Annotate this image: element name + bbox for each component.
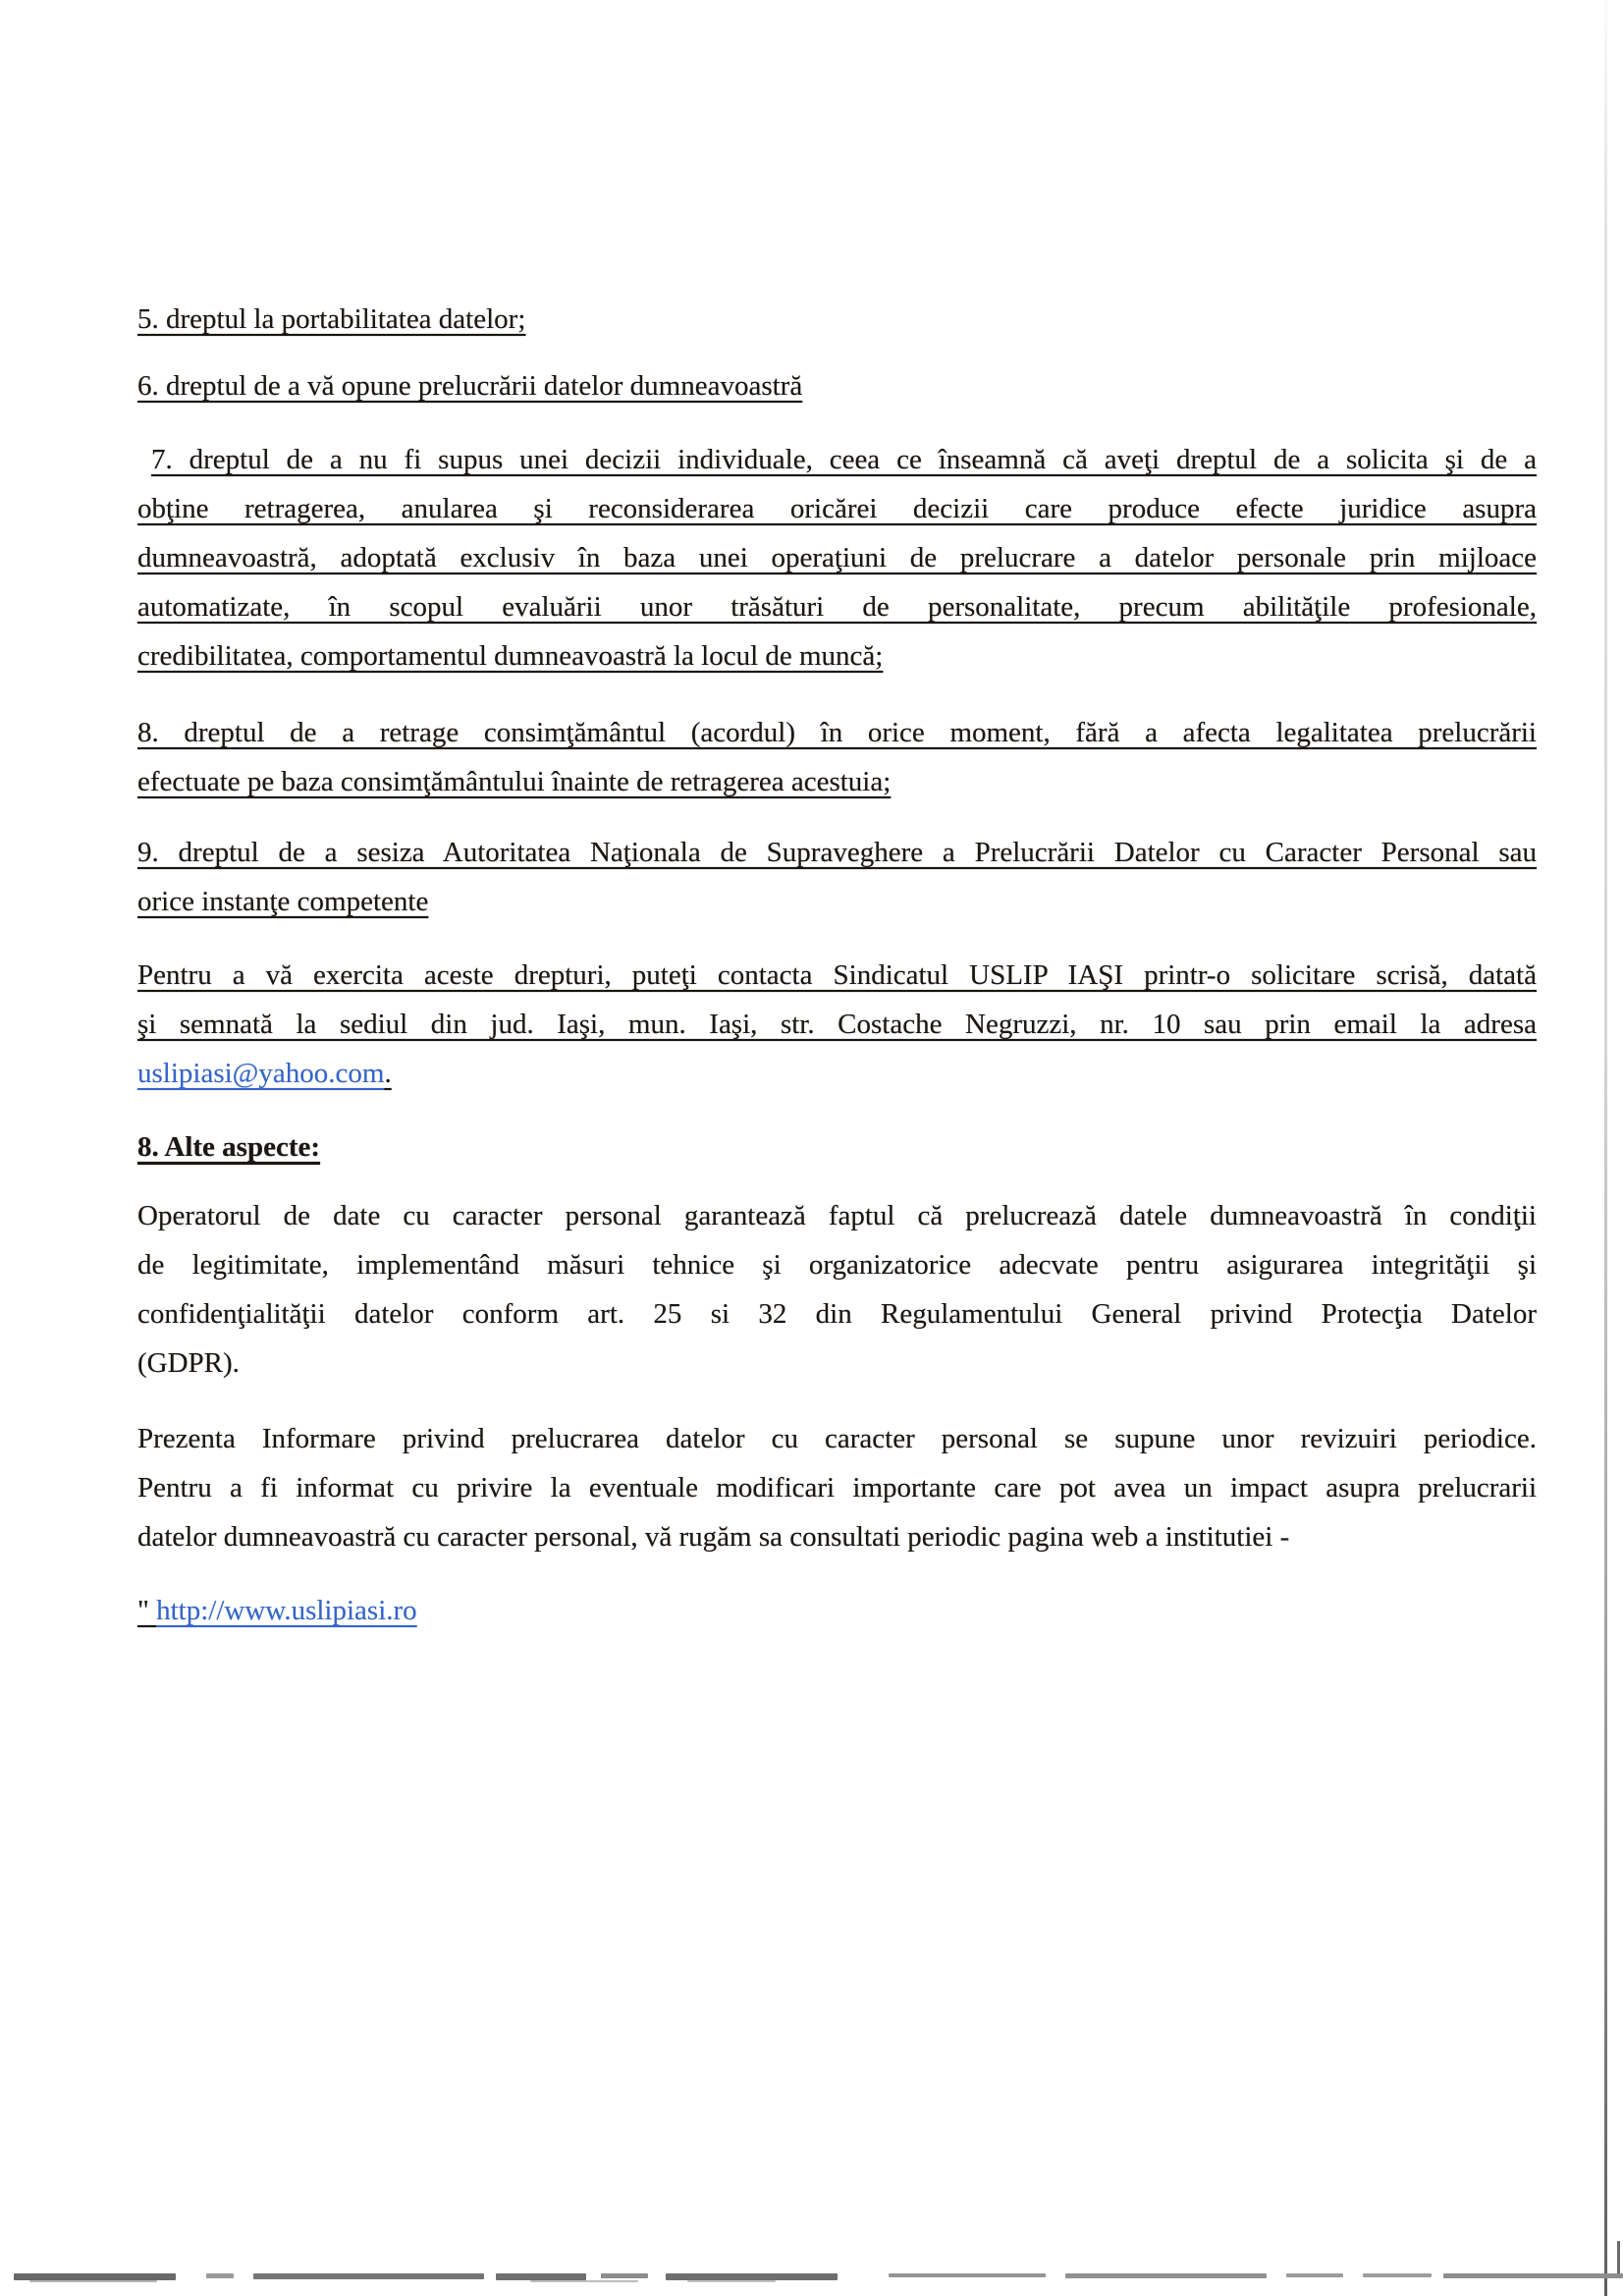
text-run: 9. dreptul de a sesiza Autoritatea Naţionala de Supraveghere a Prelucrării Datelor cu Caracter Personal sau <box>137 837 1537 868</box>
scan-dash <box>1363 2273 1432 2277</box>
scan-dash <box>253 2273 484 2279</box>
email-link[interactable]: uslipiasi@yahoo.com <box>137 1058 385 1089</box>
text-run: credibilitatea, comportamentul dumneavoastră la locul de muncă; <box>137 640 884 672</box>
revision-paragraph <box>137 1414 1537 1561</box>
text-run: 8. Alte aspecte: <box>137 1131 321 1163</box>
text-run: 6. dreptul de a vă opune prelucrării datelor dumneavoastră <box>137 370 803 402</box>
operator-paragraph-line-1 <box>137 1191 1537 1240</box>
list-item-6 <box>137 361 1537 410</box>
list-item-9-line-2 <box>137 877 1537 926</box>
list-item-9-line-1 <box>137 828 1537 877</box>
scan-dash <box>496 2273 586 2280</box>
contact-paragraph-line-1 <box>137 951 1537 1000</box>
scan-dash <box>206 2273 234 2278</box>
list-item-7-line-2 <box>137 484 1537 533</box>
scan-dash <box>687 2280 776 2282</box>
list-item-7 <box>137 435 1537 681</box>
scan-artifact-vertical-line <box>1604 0 1607 2296</box>
document-body <box>137 295 1537 1635</box>
list-item-7-line-5 <box>137 631 1537 681</box>
revision-paragraph-line-2 <box>137 1463 1537 1512</box>
scan-dash <box>666 2273 838 2280</box>
operator-paragraph-line-4 <box>137 1339 1537 1388</box>
text-run: efectuate pe baza consimţământului înainte de retragerea acestuia; <box>137 766 892 797</box>
contact-paragraph-line-3 <box>137 1049 1537 1098</box>
scan-dash <box>29 2280 157 2282</box>
scan-dash <box>889 2273 1046 2277</box>
sentence-period: . <box>384 1058 392 1089</box>
text-run: 8. dreptul de a retrage consimţământul (acordul) în orice moment, fără a afecta legalitatea prelucrării <box>137 717 1537 748</box>
list-item-8-line-2 <box>137 757 1537 806</box>
text-run: confidenţialităţii datelor conform art. 25 si 32 din Regulamentului General privind Protecţia Datelor <box>137 1298 1537 1330</box>
scan-dash <box>601 2273 648 2278</box>
text-run: şi semnată la sediul din jud. Iaşi, mun. Iaşi, str. Costache Negruzzi, nr. 10 sau prin email la adresa <box>137 1009 1537 1040</box>
text-run: orice instanţe competente <box>137 886 429 917</box>
scan-dash <box>1443 2273 1623 2278</box>
list-item-6-line-1 <box>137 361 1537 410</box>
section-heading-alte-aspecte-line-1 <box>137 1122 1537 1172</box>
list-item-7-line-1 <box>137 435 1537 484</box>
scan-dash <box>1065 2273 1267 2278</box>
website-link[interactable]: http://www.uslipiasi.ro <box>156 1595 417 1626</box>
text-run: obţine retragerea, anularea şi reconsiderarea oricărei decizii care produce efecte juridice asupra <box>137 493 1537 524</box>
list-item-9 <box>137 828 1537 926</box>
list-item-7-line-3 <box>137 533 1537 582</box>
operator-paragraph-line-2 <box>137 1240 1537 1289</box>
contact-paragraph-line-2 <box>137 1000 1537 1049</box>
list-item-5 <box>137 295 1537 344</box>
text-run: dumneavoastră, adoptată exclusiv în baza unei operaţiuni de prelucrare a datelor personale prin mijloace <box>137 542 1537 574</box>
contact-paragraph <box>137 951 1537 1098</box>
list-item-5-line-1 <box>137 295 1537 344</box>
text-run: (GDPR). <box>137 1347 240 1379</box>
website-line <box>137 1586 1537 1635</box>
operator-paragraph-line-3 <box>137 1289 1537 1339</box>
text-run: Operatorul de date cu caracter personal garantează faptul că prelucrează datele dumneavoastră în condiţii <box>137 1200 1537 1231</box>
scan-dash <box>14 2273 176 2280</box>
revision-paragraph-line-1 <box>137 1414 1537 1463</box>
website-line-line-1 <box>137 1586 1537 1635</box>
scan-dash <box>530 2280 638 2282</box>
text-run: Prezenta Informare privind prelucrarea datelor cu caracter personal se supune unor revizuiri periodice. <box>137 1423 1537 1454</box>
scan-artifact-bottom-edge <box>0 2269 1623 2284</box>
text-run: de legitimitate, implementând măsuri tehnice şi organizatorice adecvate pentru asigurarea integrităţii şi <box>137 1249 1537 1281</box>
text-run: 7. dreptul de a nu fi supus unei decizii individuale, ceea ce înseamnă că aveţi dreptul de a solicita şi de a <box>151 444 1537 475</box>
text-run: 5. dreptul la portabilitatea datelor; <box>137 303 526 335</box>
text-run: datelor dumneavoastră cu caracter personal, vă rugăm sa consultati periodic pagina web a institutiei - <box>137 1521 1290 1553</box>
operator-paragraph <box>137 1191 1537 1388</box>
list-item-7-line-4 <box>137 582 1537 631</box>
scan-dash <box>1286 2273 1343 2277</box>
text-run: Pentru a fi informat cu privire la eventuale modificari importante care pot avea un impact asupra prelucrarii <box>137 1472 1537 1503</box>
section-heading-alte-aspecte <box>137 1122 1537 1172</box>
quote-mark: " <box>137 1595 157 1626</box>
text-run: automatizate, în scopul evaluării unor trăsături de personalitate, precum abilităţile profesionale, <box>137 591 1537 623</box>
text-run: Pentru a vă exercita aceste drepturi, puteţi contacta Sindicatul USLIP IAŞI printr-o solicitare scrisă, datată <box>137 959 1537 991</box>
revision-paragraph-line-3 <box>137 1512 1537 1561</box>
list-item-8-line-1 <box>137 708 1537 757</box>
list-item-8 <box>137 708 1537 806</box>
